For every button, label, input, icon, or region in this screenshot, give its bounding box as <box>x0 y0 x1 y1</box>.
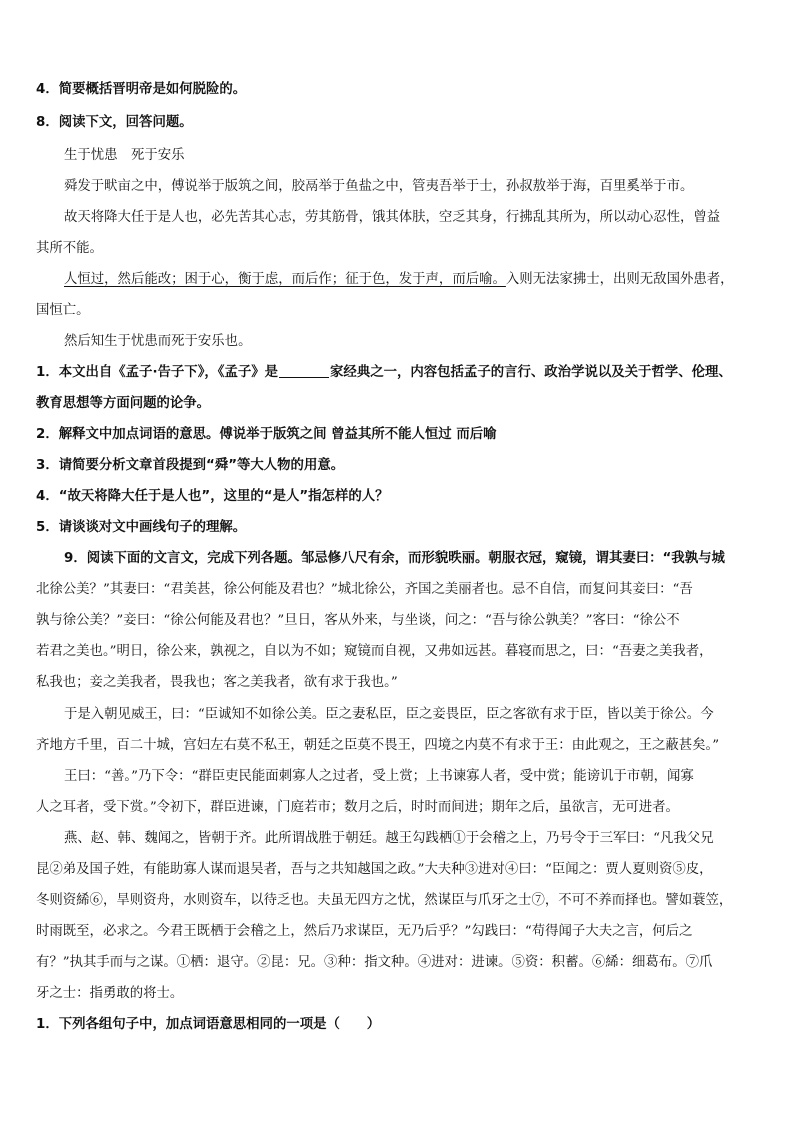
q8-sub-1 <box>36 364 758 382</box>
q9-line-9: 人之耳者，受下赏。”令初下，群臣进谏，门庭若市；数月之后，时时而间进；期年之后，虽欲言，无可进者。 <box>36 800 679 815</box>
q8-sub-3: 3．请简要分析文章首段提到“舜”等大人物的用意。 <box>36 458 345 473</box>
paragraph-3-rest: 入则无法家拂士，出则无敌国外患者， <box>505 272 734 287</box>
q9-line-3: 孰与徐公美？”妾曰：“徐公何能及君也？”旦日，客从外来，与坐谈，问之：“吾与徐公孰美？”客曰：“徐公不 <box>36 613 680 628</box>
q8-sub-1-text-after: 家经典之一，内容包括孟子的言行、政治学说以及关于哲学、伦理、 <box>330 365 732 380</box>
passage-paragraph-2-cont: 其所不能。 <box>36 241 103 256</box>
passage-paragraph-4: 然后知生于忧患而死于安乐也。 <box>64 334 252 349</box>
question-4-prev: 4．简要概括晋明帝是如何脱险的。 <box>36 82 247 97</box>
q9-line-10: 燕、赵、韩、魏闻之，皆朝于齐。此所谓战胜于朝廷。越王勾践栖①于会稽之上，乃号令于三军曰：“凡我父兄 <box>64 831 714 846</box>
q9-text: 9．阅读下面的文言文，完成下列各题。邹忌修八尺有余，而形貌昳丽。朝服衣冠，窥镜，谓其妻曰：“我孰与城 <box>64 551 725 566</box>
q9-sub-1: 1．下列各组句子中，加点词语意思相同的一项是（ ） <box>36 1017 381 1032</box>
q9-line-14: 有？”执其手而与之谋。①栖：退守。②昆：兄。③种：指文种。④进对：进谏。⑤资：积蓄。⑥絺：细葛布。⑦爪 <box>36 955 713 970</box>
q9-line-8: 王曰：“善。”乃下令：“群臣吏民能面刺寡人之过者，受上赏；上书谏寡人者，受中赏；能谤讥于市朝，闻寡 <box>64 769 694 784</box>
q9-line-15: 牙之士：指勇敢的将士。 <box>36 986 184 1001</box>
q9-line-12: 冬则资絺⑥，旱则资舟，水则资车，以待乏也。夫虽无四方之忧，然谋臣与爪牙之士⑦，不可不养而择也。譬如蓑笠， <box>36 893 733 908</box>
q9-line-1 <box>64 550 758 568</box>
q9-line-5: 私我也；妾之美我者，畏我也；客之美我者，欲有求于我也。” <box>36 675 398 690</box>
q9-line-13: 时雨既至，必求之。今君王既栖于会稽之上，然后乃求谋臣，无乃后乎？”勾践曰：“苟得闻子大夫之言，何后之 <box>36 924 693 939</box>
underlined-sentence: 人恒过，然后能改；困于心，衡于虑，而后作；征于色，发于声，而后喻。 <box>64 272 506 287</box>
q9-line-7: 齐地方千里，百二十城，宫妇左右莫不私王，朝廷之臣莫不畏王，四境之内莫不有求于王：由此观之，王之蔽甚矣。” <box>36 738 720 753</box>
q8-sub-1-cont: 教育思想等方面问题的论争。 <box>36 396 211 411</box>
q8-sub-1-text-before: 1．本文出自《孟子·告子下》，《孟子》是 <box>36 365 279 380</box>
question-8-header: 8．阅读下文，回答问题。 <box>36 115 193 130</box>
q8-sub-5: 5．请谈谈对文中画线句子的理解。 <box>36 520 247 535</box>
q9-line-6: 于是入朝见威王，曰：“臣诚知不如徐公美。臣之妻私臣，臣之妾畏臣，臣之客欲有求于臣，皆以美于徐公。今 <box>64 707 714 722</box>
passage-paragraph-3 <box>64 271 758 289</box>
passage-paragraph-1: 舜发于畎亩之中，傅说举于版筑之间，胶鬲举于鱼盐之中，管夷吾举于士，孙叔敖举于海，百里奚举于市。 <box>64 179 694 194</box>
q9-line-2: 北徐公美？”其妻曰：“君美甚，徐公何能及君也？”城北徐公，齐国之美丽者也。忌不自信，而复问其妾曰：“吾 <box>36 582 693 597</box>
passage-paragraph-2: 故天将降大任于是人也，必先苦其心志，劳其筋骨，饿其体肤，空乏其身，行拂乱其所为，所以动心忍性，曾益 <box>64 210 721 225</box>
q9-line-4: 若君之美也。”明日，徐公来，孰视之，自以为不如；窥镜而自视，又弗如远甚。暮寝而思之，曰：“吾妻之美我者， <box>36 644 713 659</box>
passage-paragraph-3-cont: 国恒亡。 <box>36 303 90 318</box>
answer-blank[interactable] <box>279 364 329 378</box>
q8-sub-2: 2．解释文中加点词语的意思。傅说举于版筑之间 曾益其所不能人恒过 而后喻 <box>36 427 497 442</box>
q8-sub-4: 4．“故天将降大任于是人也”，这里的“是人”指怎样的人？ <box>36 489 389 504</box>
q9-line-11: 昆②弟及国子姓，有能助寡人谋而退吴者，吾与之共知越国之政。”大夫种③进对④曰：“臣闻之：贾人夏则资⑤皮， <box>36 862 713 877</box>
passage-title: 生于忧患 死于安乐 <box>64 148 185 163</box>
